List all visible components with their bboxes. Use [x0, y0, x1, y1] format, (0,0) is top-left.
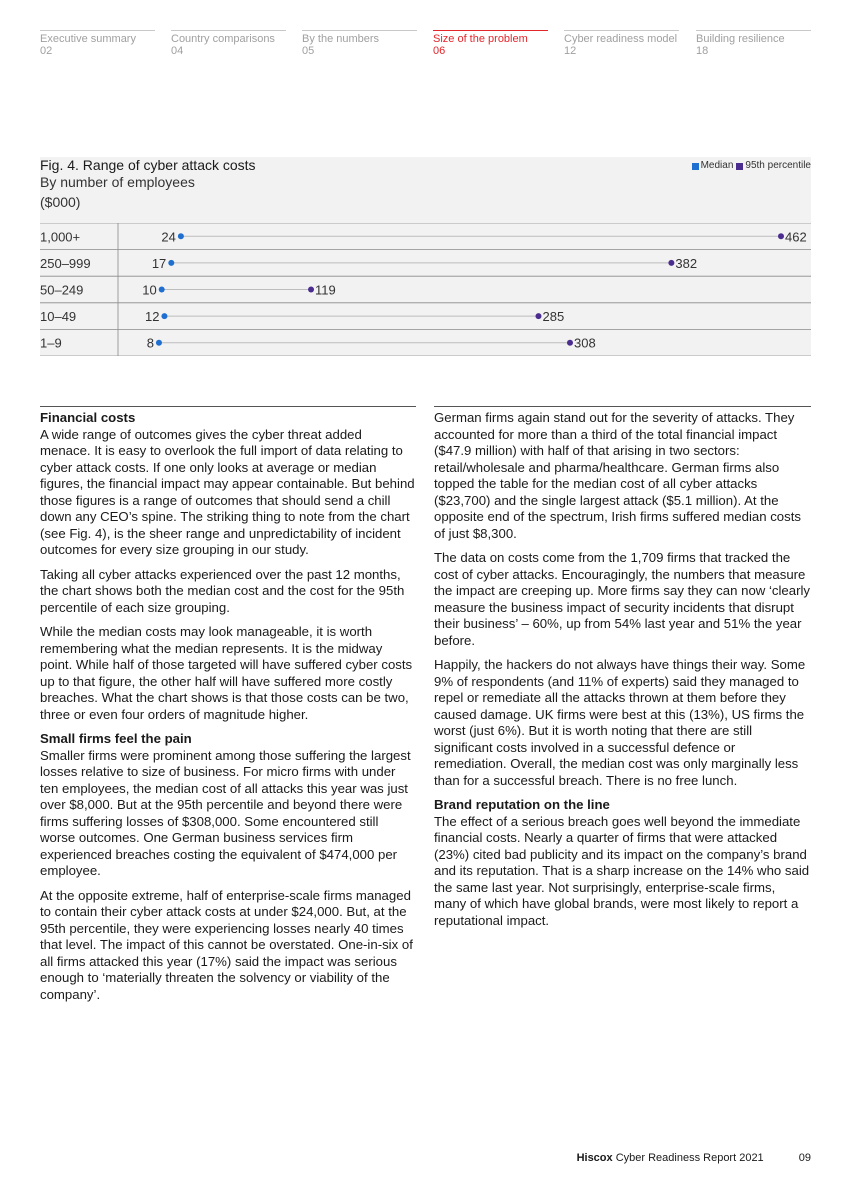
page-number: 09: [798, 1152, 811, 1164]
p95-marker: [778, 233, 784, 239]
nav-item-page: 12: [564, 45, 577, 57]
nav-item-size-of-the-problem[interactable]: [433, 30, 548, 57]
nav-item-label: Country comparisons: [171, 33, 275, 45]
median-marker: [168, 260, 174, 266]
legend-item-95th: [736, 160, 811, 172]
paragraph: German firms again stand out for the severity of attacks. They accounted for more than a third of the total financial impact ($47.9 million) with half of that arising in two sectors: retail/wholesale and pharma/healthcare. German firms also topped the table for the median cost of all cyber attacks ($23,700) and the single largest attack ($5.1 million). At the opposite end of the spectrum, Irish firms suffered median costs of just $8,300.: [434, 410, 801, 541]
heading-financial-costs: Financial costs: [40, 410, 136, 425]
column-right: [434, 410, 811, 937]
chart-legend: [692, 160, 811, 172]
p95-value-label: 382: [675, 255, 698, 271]
figure-title: Fig. 4. Range of cyber attack costs: [40, 157, 256, 173]
legend-swatch-median: [692, 163, 699, 170]
paragraph: Smaller firms were prominent among those suffering the largest losses relative to size of business. For micro firms with under ten employees, the median cost of all attacks this year was just over $8,000. But at the 95th percentile and beyond there were firms suffering losses of $308,000. Some encountered still worse outcomes. One German business services firm experienced breaches costing the equivalent of $474,000 per employee.: [40, 747, 411, 878]
heading-small-firms: Small firms feel the pain: [40, 731, 192, 746]
p95-value-label: 308: [574, 335, 596, 351]
footer-brand: Hiscox: [576, 1152, 613, 1164]
figure-subtitle: By number of employees: [40, 174, 195, 190]
category-label: 1–9: [40, 335, 62, 351]
median-value-label: 17: [151, 255, 167, 271]
median-marker: [161, 313, 167, 319]
footer-title: Cyber Readiness Report 2021: [615, 1152, 764, 1164]
p95-value-label: 462: [785, 229, 807, 245]
p95-marker: [535, 313, 541, 319]
page-footer: [577, 1152, 811, 1164]
nav-item-label: Executive summary: [40, 33, 136, 45]
legend-item-median: [692, 160, 734, 172]
nav-item-by-the-numbers[interactable]: [302, 30, 417, 57]
nav-item-executive-summary[interactable]: [40, 30, 155, 57]
legend-label: Median: [700, 160, 734, 171]
median-value-label: 24: [161, 229, 176, 245]
section-nav: [40, 30, 811, 60]
p95-value-label: 119: [315, 282, 336, 298]
median-marker: [178, 233, 184, 239]
nav-item-page: 05: [302, 45, 315, 57]
column-rule-left: [40, 406, 416, 407]
paragraph: Taking all cyber attacks experienced over the past 12 months, the chart shows both the median cost and the cost for the 95th percentile of each size grouping.: [40, 566, 405, 615]
median-marker: [156, 340, 162, 346]
category-label: 250–999: [40, 255, 91, 271]
nav-item-page: 04: [171, 45, 184, 57]
nav-item-label: Cyber readiness model: [564, 33, 678, 45]
p95-value-label: 285: [542, 309, 565, 325]
category-label: 50–249: [40, 282, 84, 298]
nav-item-cyber-readiness-model[interactable]: [564, 30, 679, 57]
figure-unit: ($000): [40, 194, 81, 210]
figure-4: [40, 157, 811, 356]
paragraph: A wide range of outcomes gives the cyber threat added menace. It is easy to overlook the full import of data relating to cyber attack costs. If one only looks at average or median figures, the financial impact may appear containable. But behind those figures is a range of outcomes that should send a chill down any CEO’s spine. The striking thing to note from the chart (see Fig. 4), is the sheer range and unpredictability of incident outcomes for every size grouping in our study.: [40, 426, 415, 557]
nav-item-label: Size of the problem: [433, 33, 528, 45]
paragraph: Happily, the hackers do not always have things their way. Some 9% of respondents (and 11% of experts) said they managed to repel or remediate all the attacks thrown at them before they caused damage. UK firms were best at this (13%), US firms the worst (just 6%). But it is worth noting that there are still significant costs involved in a successful defence or remediation. Overall, the median cost was only marginally less than for a successful breach. There is no free lunch.: [434, 657, 806, 788]
legend-swatch-95th: [736, 163, 743, 170]
median-value-label: 8: [146, 335, 154, 351]
range-chart: [40, 223, 811, 356]
p95-marker: [668, 260, 674, 266]
median-value-label: 10: [142, 282, 157, 298]
legend-label: 95th percentile: [745, 160, 811, 171]
nav-item-label: By the numbers: [302, 33, 380, 45]
column-rule-right: [434, 406, 811, 407]
nav-item-country-comparisons[interactable]: [171, 30, 286, 57]
nav-item-page: 18: [696, 45, 709, 57]
nav-item-page: 06: [433, 45, 446, 57]
paragraph: The effect of a serious breach goes well beyond the immediate financial costs. Nearly a quarter of firms that were attacked (23%) cited bad publicity and its impact on the company’s brand and its reputation. That is a sharp increase on the 14% who said the same last year. Not surprisingly, enterprise-scale firms, many of which have global brands, were most likely to report a reputational impact.: [434, 813, 810, 928]
category-label: 1,000+: [40, 229, 81, 245]
nav-item-label: Building resilience: [696, 33, 785, 45]
category-label: 10–49: [40, 309, 77, 325]
nav-item-building-resilience[interactable]: [696, 30, 811, 57]
paragraph: While the median costs may look manageable, it is worth remembering what the median represents. It is the midway point. While half of those targeted will have suffered cyber costs up to that figure, the other half will have suffered more costly breaches. What the chart shows is that those costs can be two, three or even four orders of magnitude higher.: [40, 624, 413, 722]
paragraph: The data on costs come from the 1,709 firms that tracked the cost of cyber attacks. Encouragingly, the numbers that measure the impact are creeping up. More firms say they can now ‘clearly measure the business impact of security incidents that disrupt their business’ – 60%, up from 54% last year and 51% the year before.: [434, 550, 811, 648]
heading-brand-reputation: Brand reputation on the line: [434, 797, 610, 812]
paragraph: At the opposite extreme, half of enterprise-scale firms managed to contain their cyber attack costs at under $24,000. But, at the 95th percentile, they were experiencing losses nearly 40 times that level. The impact of this cannot be overstated. One-in-six of all firms attacked this year (17%) said the impact was serious enough to ‘materially threaten the solvency or viability of the company’.: [40, 887, 413, 1002]
column-left: [40, 410, 416, 1011]
median-value-label: 12: [144, 309, 160, 325]
median-marker: [159, 287, 165, 293]
p95-marker: [567, 340, 573, 346]
p95-marker: [308, 287, 314, 293]
nav-item-page: 02: [40, 45, 53, 57]
